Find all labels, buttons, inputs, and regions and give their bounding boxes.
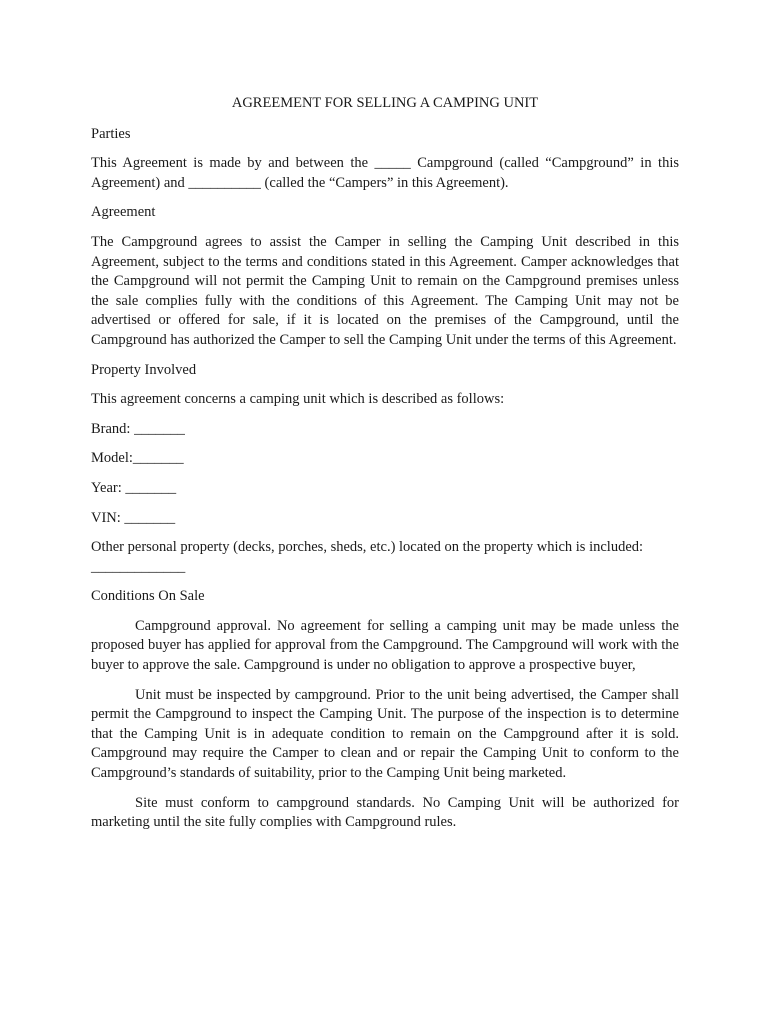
vin-field: VIN: _______ [91,509,176,526]
condition-unit-inspection: Unit must be inspected by campground. Prior to the unit being advertised, the Camper shall permit the Campground to inspect the Camping Unit. The purpose of the inspection is to determine that the Camping Unit is in adequate condition to remain on the Campground after it is sold. Campground may require the Camper to clean and or repair the Camping Unit to conform to the Campground’s standards of suitability, prior to the Camping Unit being marketed. [91,686,679,782]
parties-heading: Parties [91,125,131,142]
agreement-heading: Agreement [91,204,156,221]
brand-field: Brand: _______ [91,420,185,437]
other-property-blank: _____________ [91,558,186,575]
condition-site-standards: Site must conform to campground standards. No Camping Unit will be authorized for marketing until the site fully complies with Campground rules. [91,794,679,831]
conditions-heading: Conditions On Sale [91,588,205,605]
document-body [91,94,679,843]
document-title: AGREEMENT FOR SELLING A CAMPING UNIT [231,95,539,111]
parties-paragraph: This Agreement is made by and between the _____ Campground (called “Campground” in this Agreement) and __________ (called the “Campers” in this Agreement). [91,155,679,191]
model-field: Model:_______ [91,450,184,467]
other-property-paragraph: Other personal property (decks, porches, sheds, etc.) located on the property which is included: [91,539,644,556]
property-intro: This agreement concerns a camping unit which is described as follows: [91,391,505,408]
agreement-paragraph: The Campground agrees to assist the Camper in selling the Camping Unit described in this Agreement, subject to the terms and conditions stated in this Agreement. Camper acknowledges that the Campground will not permit the Camping Unit to remain on the Campground premises unless the sale complies fully with the conditions of this Agreement. The Camping Unit may not be advertised or offered for sale, if it is located on the premises of the Campground, until the Campground has authorized the Camper to sell the Camping Unit under the terms of this Agreement. [91,233,679,348]
condition-campground-approval: Campground approval. No agreement for selling a camping unit may be made unless the proposed buyer has applied for approval from the Campground. The Campground will work with the buyer to approve the sale. Campground is under no obligation to approve a prospective buyer, [91,617,679,674]
property-heading: Property Involved [91,361,197,378]
year-field: Year: _______ [91,479,177,496]
